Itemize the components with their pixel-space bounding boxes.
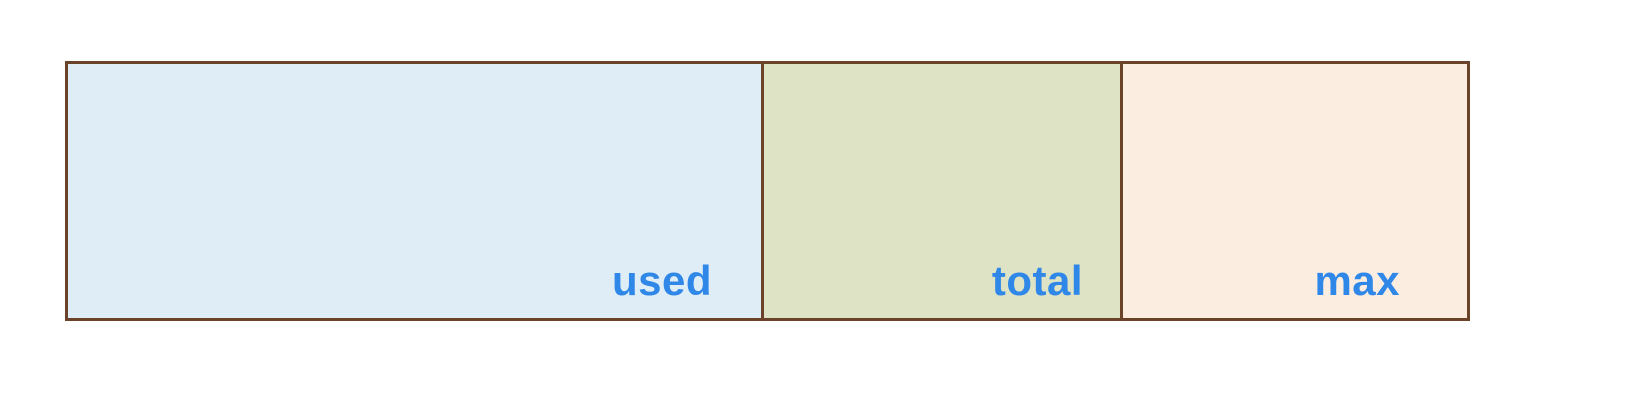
segment-total-label: total bbox=[991, 257, 1083, 304]
segment-used-label: used bbox=[611, 257, 712, 304]
segment-max-label: max bbox=[1314, 257, 1400, 304]
segment-max bbox=[1120, 64, 1467, 318]
memory-bar-diagram bbox=[65, 61, 1470, 321]
segment-used bbox=[68, 64, 761, 318]
segment-total bbox=[761, 64, 1120, 318]
